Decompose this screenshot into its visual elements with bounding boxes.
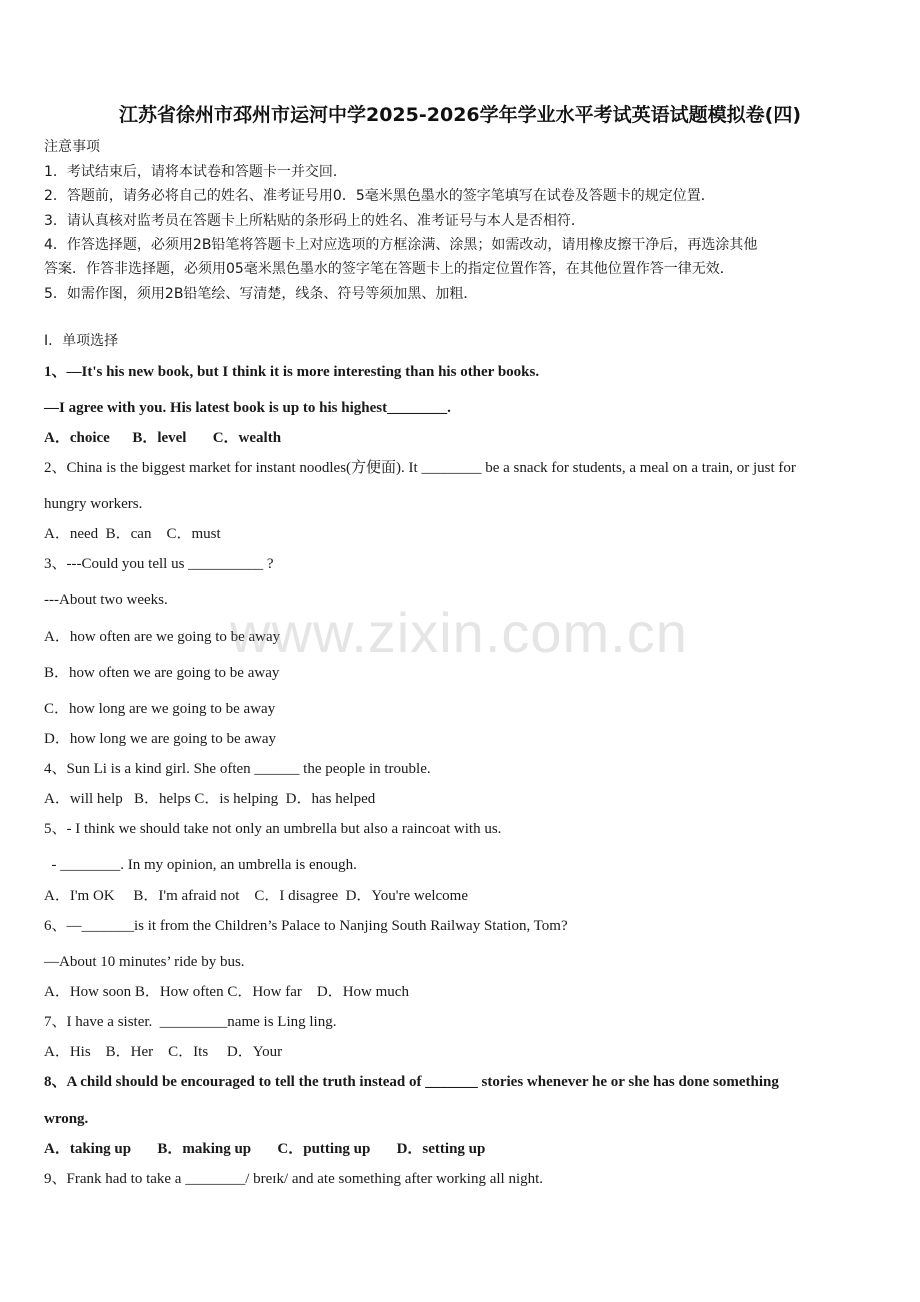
answer-option-a: A．how often are we going to be away [44,629,281,645]
watermark: www.zixin.com.cn [230,601,688,664]
question-text: —About 10 minutes’ ride by bus. [44,954,245,970]
notice-heading: 注意事项 [44,139,100,155]
question-text: 6、—_______is it from the Children’s Palace to Nanjing South Railway Station, Tom? [44,918,568,934]
answer-options: A．need B．can C．must [44,526,221,542]
answer-option-c: C．how long are we going to be away [44,701,276,717]
question-text: hungry workers. [44,496,143,512]
answer-options: A．taking up B．making up C．putting up D．setting up [44,1141,486,1157]
question-text: 2、China is the biggest market for instant noodles(方便面). It ________ be a snack for students, a meal on a train, or just for [44,460,796,476]
answer-options: A．will help B．helps C．is helping D．has helped [44,791,376,807]
answer-options: A．His B．Her C．Its D．Your [44,1044,283,1060]
notice-item: 4．作答选择题，必须用2B铅笔将答题卡上对应选项的方框涂满、涂黑；如需改动，请用橡皮擦干净后，再选涂其他 [44,237,758,253]
notice-item: 5．如需作图，须用2B铅笔绘、写清楚，线条、符号等须加黑、加粗． [44,286,478,302]
question-text: 9、Frank had to take a ________/ breɪk/ and ate something after working all night. [44,1171,544,1187]
question-text: 8、A child should be encouraged to tell the truth instead of _______ stories whenever he or she has done something [44,1074,779,1090]
answer-options: A．choice B．level C．wealth [44,430,282,446]
notice-item: 答案．作答非选择题，必须用05毫米黑色墨水的签字笔在答题卡上的指定位置作答，在其他位置作答一律无效． [44,261,734,277]
question-text: 5、- I think we should take not only an umbrella but also a raincoat with us. [44,821,502,837]
page-title: 江苏省徐州市邳州市运河中学2025-2026学年学业水平考试英语试题模拟卷(四) [118,104,802,126]
question-text: —I agree with you. His latest book is up to his highest________. [44,400,451,416]
question-text: 4、Sun Li is a kind girl. She often ______ the people in trouble. [44,761,431,777]
answer-options: A．How soon B．How often C．How far D．How much [44,984,409,1000]
question-text: wrong. [44,1111,89,1127]
notice-item: 2．答题前，请务必将自己的姓名、准考证号用0．5毫米黑色墨水的签字笔填写在试卷及答题卡的规定位置． [44,188,715,204]
question-text: ---About two weeks. [44,592,168,608]
notice-item: 3．请认真核对监考员在答题卡上所粘贴的条形码上的姓名、准考证号与本人是否相符． [44,213,585,229]
answer-option-d: D．how long we are going to be away [44,731,277,747]
section-heading: Ⅰ．单项选择 [44,333,119,349]
question-text: 1、—It's his new book, but I think it is more interesting than his other books. [44,364,540,380]
notice-item: 1．考试结束后，请将本试卷和答题卡一并交回． [44,164,347,180]
question-text: 3、---Could you tell us __________ ? [44,556,274,572]
question-text: 7、I have a sister. _________name is Ling ling. [44,1014,337,1030]
answer-option-b: B．how often we are going to be away [44,665,280,681]
question-text: - ________. In my opinion, an umbrella is enough. [44,857,357,873]
answer-options: A．I'm OK B．I'm afraid not C．I disagree D．You're welcome [44,888,469,904]
